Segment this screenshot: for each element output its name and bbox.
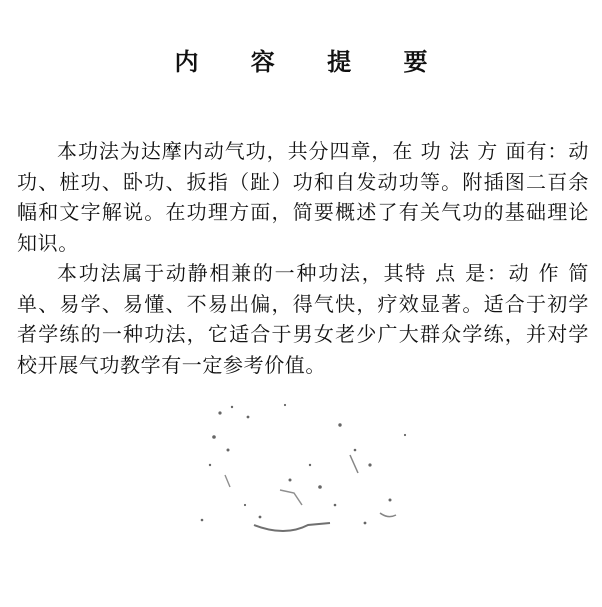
paragraph-2: 本功法属于动静相兼的一种功法，其特 点 是：动 作 简单、易学、易懂、不易出偏，得气快，疗效显著。适合于初学者学练的一种功法，它适合于男女老少广大群众学练，并对学校开展气功教学有一定参考价值。 [17, 261, 589, 377]
summary-body [17, 136, 589, 380]
paragraph-1: 本功法为达摩内动气功，共分四章，在 功 法 方 面有：动功、桩功、卧功、扳指（趾）功和自发动功等。附插图二百余幅和文字解说。在功理方面，简要概述了有关气功的基础理论知识。 [17, 139, 589, 255]
faded-stamp-mark [190, 395, 420, 545]
page-title: 内 容 提 要 [174, 47, 450, 76]
